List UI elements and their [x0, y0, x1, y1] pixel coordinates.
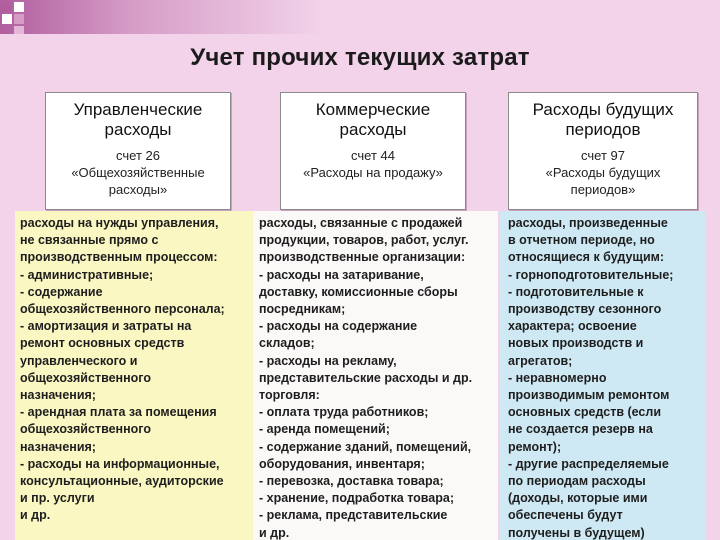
column-future-details: расходы, произведенные в отчетном периоде, но относящиеся к будущим: - горноподготовительные; - подготовительные к производству сезонного характера; освоение новых производств и агрегатов; - неравномерно производимым ремонтом основных средств (если не создается резерв на ремонт); - другие распределяемые по периодам расходы (доходы, которые ими обеспечены будут получены в будущем) [500, 211, 705, 540]
card-heading: Управленческие расходы [73, 100, 203, 139]
card-commercial-expenses [280, 92, 466, 210]
decor-square-4 [14, 14, 24, 24]
card-future-expenses [508, 92, 698, 210]
decor-square-1 [2, 2, 12, 12]
card-account: счет 97 «Расходы будущих периодов» [545, 148, 661, 197]
decor-square-2 [14, 2, 24, 12]
column-commercial-details: расходы, связанные с продажей продукции, товаров, работ, услуг. производственные организации: - расходы на затаривание, доставку, комиссионные сборы посредникам; - расходы на содержание складов; - расходы на рекламу, представительские расходы и др. торговля: - оплата труда работников; - аренда помещений; - содержание зданий, помещений, оборудования, инвентаря; - перевозка, доставка товара; - хранение, подработка товара; - реклама, представительские и др. [253, 211, 498, 540]
column-management-details: расходы на нужды управления, не связанные прямо с производственным процессом: - административные; - содержание общехозяйственного персонала; - амортизация и затраты на ремонт основных средств управленческого и общехозяйственного назначения; - арендная плата за помещения общехозяйственного назначения; - расходы на информационные, консультационные, аудиторские и пр. услуги и др. [15, 211, 253, 540]
card-account: счет 26 «Общехозяйственные расходы» [71, 148, 205, 197]
card-management-expenses [45, 92, 231, 210]
decor-square-5 [14, 26, 24, 34]
card-account: счет 44 «Расходы на продажу» [303, 148, 443, 180]
page-title: Учет прочих текущих затрат [190, 44, 530, 71]
top-gradient-bar [0, 0, 720, 34]
card-heading: Расходы будущих периодов [532, 100, 674, 139]
card-heading: Коммерческие расходы [315, 100, 431, 139]
decor-square-3 [2, 14, 12, 24]
